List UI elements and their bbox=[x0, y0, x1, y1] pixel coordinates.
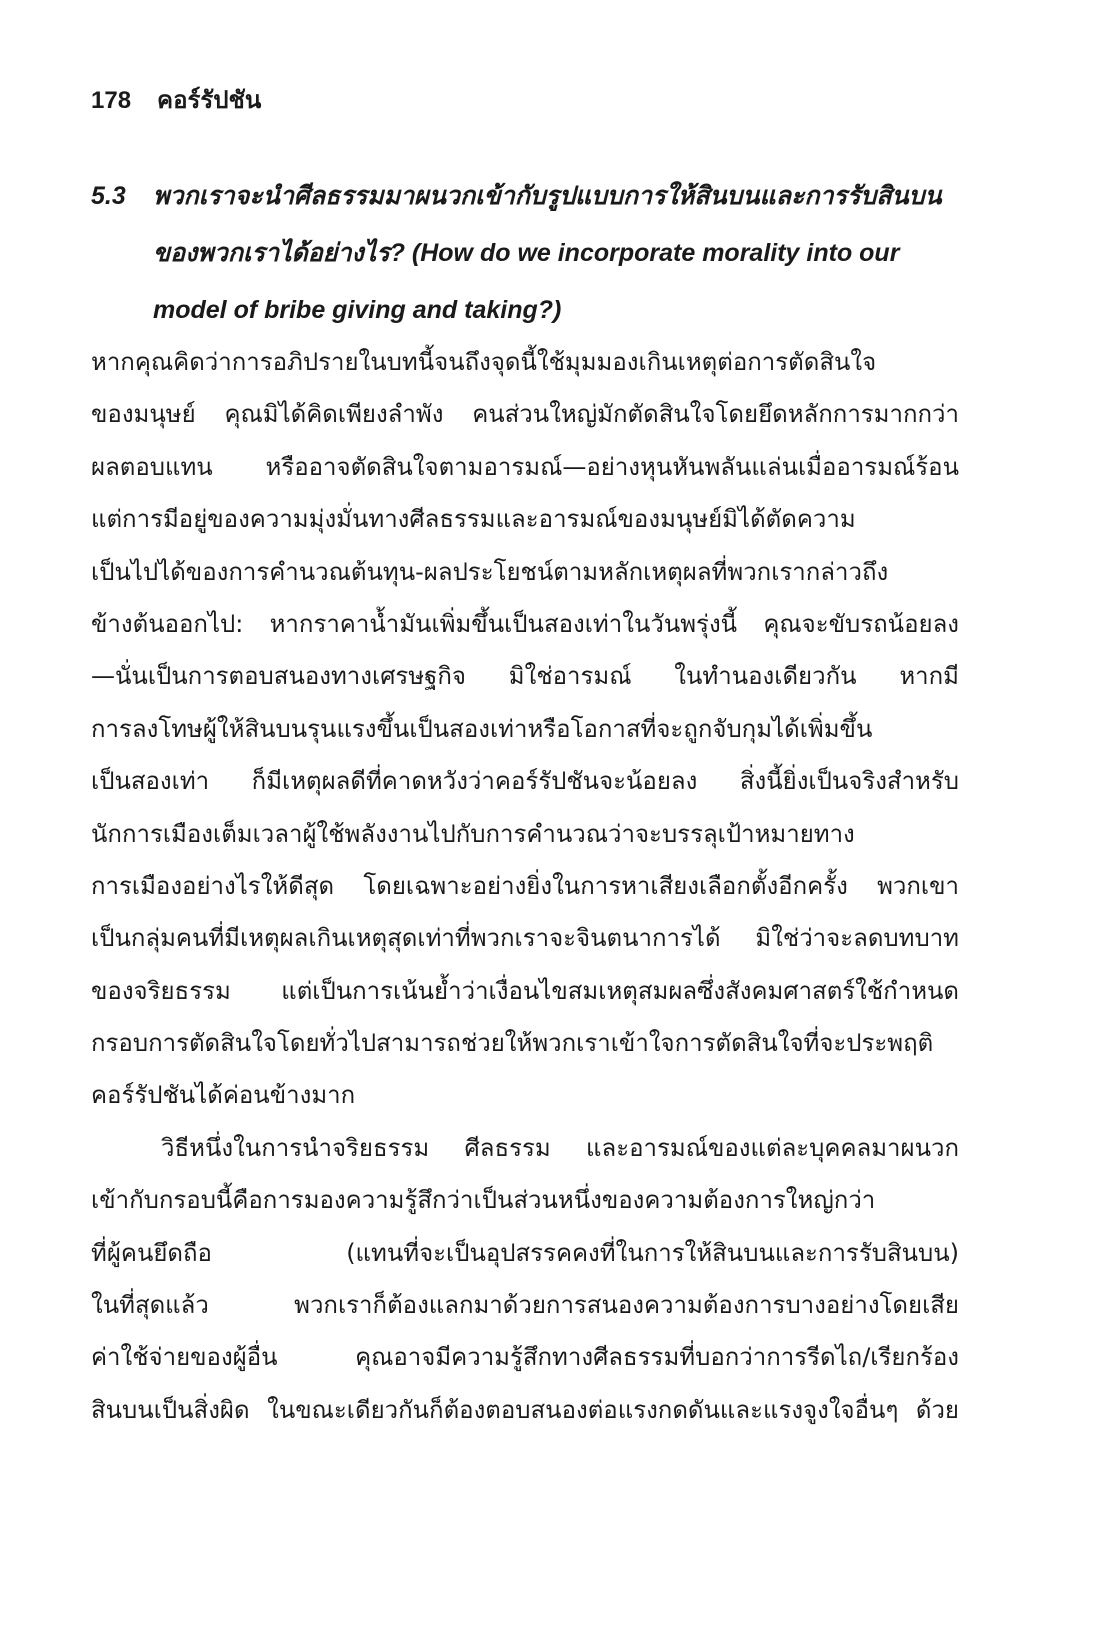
section-heading bbox=[91, 168, 971, 339]
text-line: นักการเมืองเต็มเวลาผู้ใช้พลังงานไปกับการคำนวณว่าจะบรรลุเป้าหมายทาง bbox=[91, 819, 855, 848]
text-line: แต่การมีอยู่ของความมุ่งมั่นทางศีลธรรมและอารมณ์ของมนุษย์มิได้ตัดความ bbox=[91, 505, 856, 534]
text-line: เป็นสองเท่า ก็มีเหตุผลดีที่คาดหวังว่าคอร์รัปชันจะน้อยลง สิ่งนี้ยิ่งเป็นจริงสำหรับ bbox=[91, 767, 959, 796]
text-line: เป็นกลุ่มคนที่มีเหตุผลเกินเหตุสุดเท่าที่พวกเราจะจินตนาการได้ มิใช่ว่าจะลดบทบาท bbox=[91, 924, 959, 953]
text-line: ของจริยธรรม แต่เป็นการเน้นย้ำว่าเงื่อนไขสมเหตุสมผลซึ่งสังคมศาสตร์ใช้กำหนด bbox=[91, 976, 959, 1005]
section-number: 5.3 bbox=[91, 182, 126, 210]
book-title: คอร์รัปชัน bbox=[157, 87, 262, 114]
text-line: ข้างต้นออกไป: หากราคาน้ำมันเพิ่มขึ้นเป็นสองเท่าในวันพรุ่งนี้ คุณจะขับรถน้อยลง bbox=[91, 609, 959, 638]
text-line: ที่ผู้คนยึดถือ (แทนที่จะเป็นอุปสรรคคงที่ในการให้สินบนและการรับสินบน) bbox=[91, 1238, 959, 1267]
section-title-line: model of bribe giving and taking?) bbox=[153, 296, 562, 324]
text-line: หากคุณคิดว่าการอภิปรายในบทนี้จนถึงจุดนี้ใช้มุมมองเกินเหตุต่อการตัดสินใจ bbox=[91, 348, 877, 376]
text-line: การลงโทษผู้ให้สินบนรุนแรงขึ้นเป็นสองเท่าหรือโอกาสที่จะถูกจับกุมได้เพิ่มขึ้น bbox=[91, 714, 873, 743]
text-line: วิธีหนึ่งในการนำจริยธรรม ศีลธรรม และอารมณ์ของแต่ละบุคคลมาผนวก bbox=[161, 1133, 959, 1162]
paragraph-1 bbox=[91, 336, 959, 1122]
section-title bbox=[153, 168, 971, 339]
section-title-line: ของพวกเราได้อย่างไร? (How do we incorporate morality into our bbox=[153, 239, 900, 267]
text-line: สินบนเป็นสิ่งผิด ในขณะเดียวกันก็ต้องตอบสนองต่อแรงกดดันและแรงจูงใจอื่นๆ ด้วย bbox=[91, 1395, 959, 1424]
section-title-line: พวกเราจะนำศีลธรรมมาผนวกเข้ากับรูปแบบการให้สินบนและการรับสินบน bbox=[153, 182, 942, 210]
page-number: 178 bbox=[91, 87, 132, 114]
text-line: ผลตอบแทน หรืออาจตัดสินใจตามอารมณ์—อย่างหุนหันพลันแล่นเมื่ออารมณ์ร้อน bbox=[91, 452, 959, 481]
text-line: เป็นไปได้ของการคำนวณต้นทุน-ผลประโยชน์ตามหลักเหตุผลที่พวกเรากล่าวถึง bbox=[91, 557, 889, 586]
text-line: ในที่สุดแล้ว พวกเราก็ต้องแลกมาด้วยการสนองความต้องการบางอย่างโดยเสีย bbox=[91, 1291, 959, 1320]
text-line: กรอบการตัดสินใจโดยทั่วไปสามารถช่วยให้พวกเราเข้าใจการตัดสินใจที่จะประพฤติ bbox=[91, 1029, 934, 1058]
text-line: —นั่นเป็นการตอบสนองทางเศรษฐกิจ มิใช่อารมณ์ ในทำนองเดียวกัน หากมี bbox=[91, 662, 959, 691]
text-line: เข้ากับกรอบนี้คือการมองความรู้สึกว่าเป็นส่วนหนึ่งของความต้องการใหญ่กว่า bbox=[91, 1186, 876, 1215]
running-header bbox=[91, 80, 261, 119]
text-line: คอร์รัปชันได้ค่อนข้างมาก bbox=[91, 1081, 356, 1110]
paragraph-2 bbox=[91, 1122, 959, 1436]
text-line: ของมนุษย์ คุณมิได้คิดเพียงลำพัง คนส่วนใหญ่มักตัดสินใจโดยยึดหลักการมากกว่า bbox=[91, 400, 959, 429]
text-line: การเมืองอย่างไรให้ดีสุด โดยเฉพาะอย่างยิ่งในการหาเสียงเลือกตั้งอีกครั้ง พวกเขา bbox=[91, 871, 959, 900]
text-line: ค่าใช้จ่ายของผู้อื่น คุณอาจมีความรู้สึกทางศีลธรรมที่บอกว่าการรีดไถ/เรียกร้อง bbox=[91, 1343, 959, 1372]
body-text bbox=[91, 336, 959, 1436]
